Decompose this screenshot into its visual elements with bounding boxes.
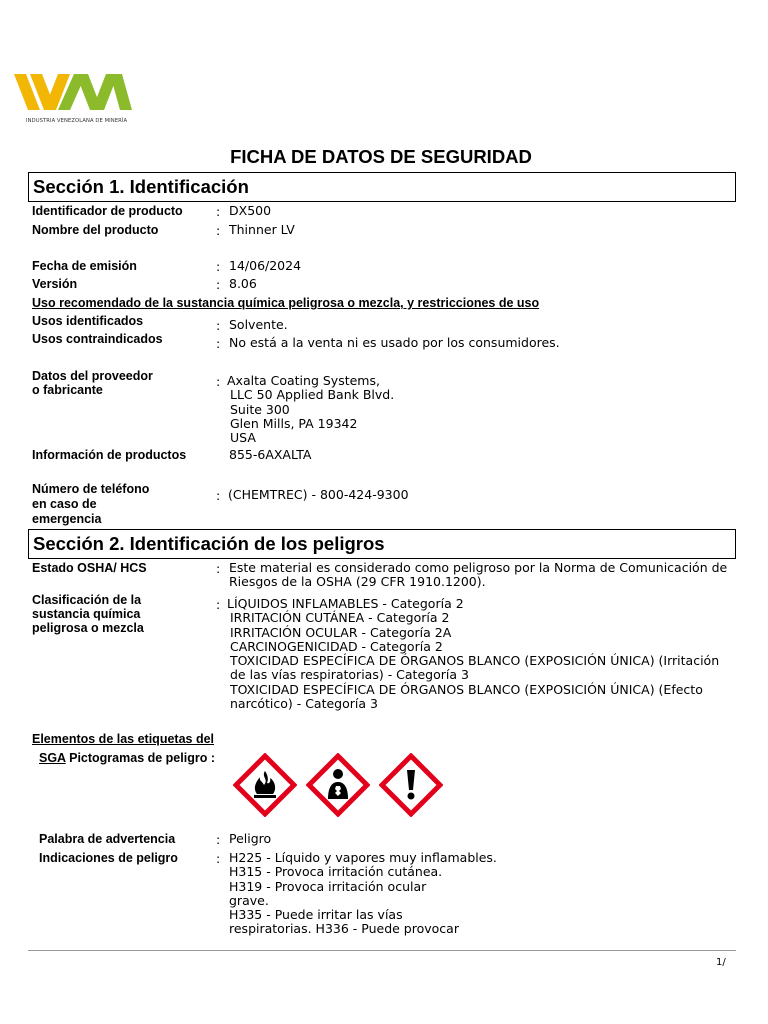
pictograms-label	[39, 751, 215, 765]
product-info-label: Información de productos	[32, 448, 187, 462]
emergency-label-line: Número de teléfono	[32, 482, 150, 496]
label-elements-heading: Elementos de las etiquetas del	[32, 732, 215, 746]
signal-word-label: Palabra de advertencia	[39, 832, 176, 846]
sga-abbrev: SGA	[39, 751, 66, 765]
colon: :	[216, 318, 221, 333]
classification-label-line: sustancia química	[32, 607, 141, 621]
classification-item: de las vías respiratorias) - Categoría 3	[230, 667, 469, 683]
emergency-label-line: emergencia	[32, 512, 102, 526]
emergency-phone-value: (CHEMTREC) - 800-424-9300	[228, 487, 409, 502]
version-label: Versión	[32, 277, 78, 291]
hazard-statement: H225 - Líquido y vapores muy inflamables.	[229, 850, 497, 865]
identified-uses-label: Usos identificados	[32, 314, 144, 328]
classification-item: narcótico) - Categoría 3	[230, 696, 378, 712]
exclamation-icon	[379, 753, 443, 817]
classification-item: LÍQUIDOS INFLAMABLES - Categoría 2	[227, 596, 464, 611]
pictograms-label-text: Pictogramas de peligro :	[69, 751, 215, 765]
section1-heading: Sección 1. Identificación	[28, 172, 736, 202]
issue-date-value: 14/06/2024	[229, 258, 302, 273]
hazard-statements-label: Indicaciones de peligro	[39, 851, 178, 865]
product-info-value: 855-6AXALTA	[229, 447, 312, 462]
osha-status-value	[229, 561, 727, 590]
product-id-label: Identificador de producto	[32, 204, 183, 218]
flame-icon	[233, 753, 297, 817]
hazard-statements-list	[229, 851, 497, 937]
issue-date-label: Fecha de emisión	[32, 259, 137, 273]
recommended-use-heading: Uso recomendado de la sustancia química peligrosa o mezcla, y restricciones de uso	[32, 296, 540, 310]
classification-label-line: Clasificación de la	[32, 593, 142, 607]
product-id-value: DX500	[229, 203, 272, 218]
hazard-statement: grave.	[229, 892, 269, 908]
osha-line: Riesgos de la OSHA (29 CFR 1910.1200).	[229, 574, 486, 590]
signal-word-value: Peligro	[229, 831, 272, 846]
product-name-value: Thinner LV	[229, 222, 295, 237]
health-hazard-icon	[306, 753, 370, 817]
emergency-label-line: en caso de	[32, 497, 97, 511]
colon: :	[216, 832, 221, 847]
classification-item: IRRITACIÓN OCULAR - Categoría 2A	[230, 624, 452, 640]
colon: :	[216, 204, 221, 219]
hazard-statement: H335 - Puede irritar las vías	[229, 907, 403, 923]
page-number: 1/	[716, 957, 726, 968]
supplier-label	[32, 369, 153, 397]
version-value: 8.06	[229, 276, 257, 291]
supplier-line: Axalta Coating Systems,	[227, 373, 380, 388]
hazard-statement: H319 - Provoca irritación ocular	[229, 878, 427, 894]
contraindicated-uses-value: No está a la venta ni es usado por los consumidores.	[229, 335, 560, 350]
supplier-label-line: o fabricante	[32, 383, 103, 397]
document-title: FICHA DE DATOS DE SEGURIDAD	[230, 146, 532, 167]
colon: :	[216, 336, 221, 351]
supplier-label-line: Datos del proveedor	[32, 369, 153, 383]
product-name-label: Nombre del producto	[32, 223, 159, 237]
supplier-line: Suite 300	[230, 401, 290, 417]
logo-company-name: INDUSTRIA VENEZOLANA DE MINERÍA	[26, 118, 128, 124]
classification-item: IRRITACIÓN CUTÁNEA - Categoría 2	[230, 610, 450, 626]
supplier-line: USA	[230, 430, 256, 446]
supplier-address	[227, 374, 394, 445]
footer-divider	[28, 950, 736, 951]
identified-uses-value: Solvente.	[229, 317, 288, 332]
hazard-statement: respiratorias. H336 - Puede provocar	[229, 921, 459, 937]
company-logo	[14, 72, 134, 128]
osha-line: Este material es considerado como peligroso por la Norma de Comunicación de	[229, 560, 728, 575]
colon: :	[216, 223, 221, 238]
emergency-phone-label	[32, 482, 149, 527]
osha-status-label: Estado OSHA/ HCS	[32, 561, 147, 575]
classification-label-line: peligrosa o mezcla	[32, 621, 144, 635]
hazard-statement: H315 - Provoca irritación cutánea.	[229, 864, 443, 880]
logo-mark	[14, 72, 134, 116]
colon: :	[216, 851, 221, 866]
colon: :	[216, 597, 221, 612]
classification-list	[227, 597, 719, 711]
supplier-line: Glen Mills, PA 19342	[230, 415, 358, 431]
colon: :	[216, 259, 221, 274]
contraindicated-uses-label: Usos contraindicados	[32, 332, 163, 346]
colon: :	[216, 277, 221, 292]
section2-heading: Sección 2. Identificación de los peligros	[28, 529, 736, 559]
colon: :	[216, 488, 221, 503]
supplier-line: LLC 50 Applied Bank Blvd.	[230, 387, 395, 403]
classification-item: TOXICIDAD ESPECÍFICA DE ÓRGANOS BLANCO (EXPOSICIÓN ÚNICA) (Irritación	[230, 653, 720, 669]
classification-label	[32, 593, 144, 635]
colon: :	[216, 561, 221, 576]
colon: :	[216, 374, 221, 389]
classification-item: TOXICIDAD ESPECÍFICA DE ÓRGANOS BLANCO (EXPOSICIÓN ÚNICA) (Efecto	[230, 681, 703, 697]
classification-item: CARCINOGENICIDAD - Categoría 2	[230, 638, 443, 654]
